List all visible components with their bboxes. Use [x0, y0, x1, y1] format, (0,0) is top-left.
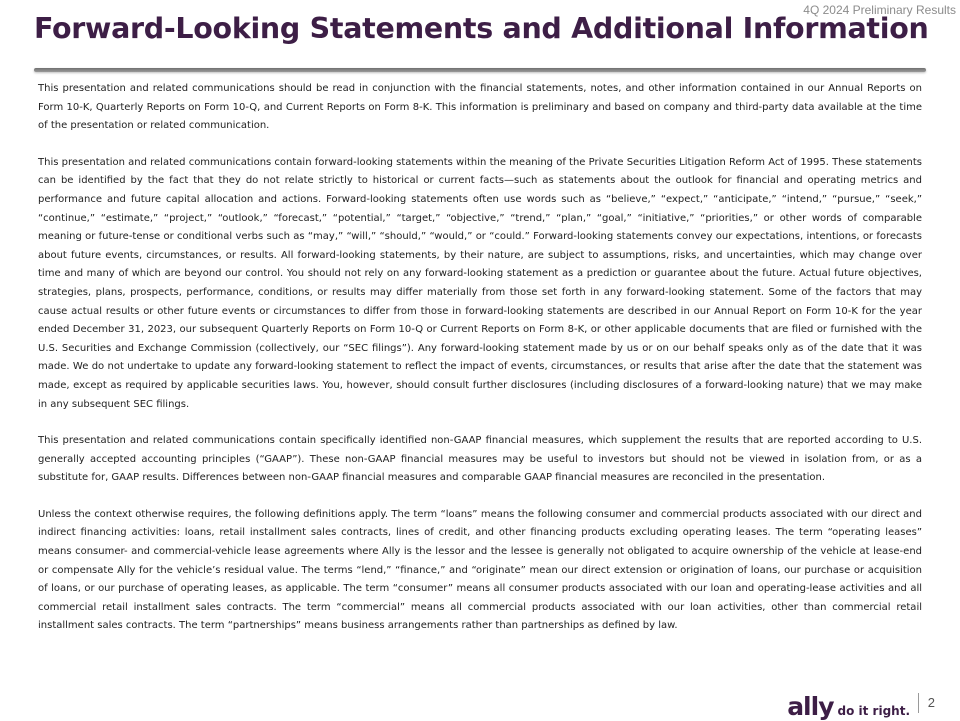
- page-title: Forward-Looking Statements and Additional Information: [34, 12, 929, 45]
- paragraph-definitions: Unless the context otherwise requires, the following definitions apply. The term “loans” means the following consumer and commercial products associated with our direct and indirect financing activities: loans, retail installment sales contracts, lines of credit, and other financing products excluding operating leases. The term “operating leases” means consumer- and commercial-vehicle lease agreements where Ally is the lessor and the lessee is generally not obligated to acquire ownership of the vehicle at lease-end or compensate Ally for the vehicle’s residual value. The terms “lend,” “finance,” and “originate” mean our direct extension or origination of loans, our purchase or acquisition of loans, or our purchase of operating leases, as applicable. The term “consumer” means all consumer products associated with our loan and operating-lease activities and all commercial retail installment sales contracts. The term “commercial” means all commercial products associated with our loan activities, other than commercial retail installment sales contracts. The term “partnerships” means business arrangements rather than partnerships as defined by law.: [38, 508, 922, 632]
- report-period-label: 4Q 2024 Preliminary Results: [803, 3, 956, 17]
- footer-separator: [918, 693, 919, 713]
- ally-tagline: do it right.: [837, 704, 910, 718]
- title-divider: [34, 68, 926, 72]
- ally-logo: [787, 692, 910, 721]
- page-number: 2: [927, 695, 935, 710]
- disclosure-body: [38, 80, 922, 654]
- paragraph-forward-looking: This presentation and related communications contain forward-looking statements within the meaning of the Private Securities Litigation Reform Act of 1995. These statements can be identified by the fact that they do not relate strictly to historical or current facts—such as statements about the outlook for financial and operating metrics and performance and future capital allocation and actions. Forward-looking statements often use words such as “believe,” “expect,” “anticipate,” “intend,” “pursue,” “seek,” “continue,” “estimate,” “project,” “outlook,” “forecast,” “potential,” “target,” “objective,” “trend,” “plan,” “goal,” “initiative,” “priorities,” or other words of comparable meaning or future-tense or conditional verbs such as “may,” “will,” “should,” “would,” or “could.” Forward-looking statements convey our expectations, intentions, or forecasts about future events, circumstances, or results. All forward-looking statements, by their nature, are subject to assumptions, risks, and uncertainties, which may change over time and many of which are beyond our control. You should not rely on any forward-looking statement as a prediction or guarantee about the future. Actual future objectives, strategies, plans, prospects, performance, conditions, or results may differ materially from those set forth in any forward-looking statement. Some of the factors that may cause actual results or other future events or circumstances to differ from those in forward-looking statements are described in our Annual Report on Form 10-K for the year ended December 31, 2023, our subsequent Quarterly Reports on Form 10-Q or Current Reports on Form 8-K, or other applicable documents that are filed or furnished with the U.S. Securities and Exchange Commission (collectively, our “SEC filings”). Any forward-looking statement made by us or on our behalf speaks only as of the date that it was made. We do not undertake to update any forward-looking statement to reflect the impact of events, circumstances, or results that arise after the date that the statement was made, except as required by applicable securities laws. You, however, should consult further disclosures (including disclosures of a forward-looking nature) that we may make in any subsequent SEC filings.: [38, 156, 922, 410]
- paragraph-non-gaap: This presentation and related communications contain specifically identified non-GAAP financial measures, which supplement the results that are reported according to U.S. generally accepted accounting principles (“GAAP”). These non-GAAP financial measures may be useful to investors but should not be viewed in isolation from, or as a substitute for, GAAP results. Differences between non-GAAP financial measures and comparable GAAP financial measures are reconciled in the presentation.: [38, 435, 922, 484]
- paragraph-reading-context: This presentation and related communications should be read in conjunction with the financial statements, notes, and other information contained in our Annual Reports on Form 10-K, Quarterly Reports on Form 10-Q, and Current Reports on Form 8-K. This information is preliminary and based on company and third-party data available at the time of the presentation or related communication.: [38, 83, 922, 132]
- ally-logo-word: ally: [787, 692, 834, 721]
